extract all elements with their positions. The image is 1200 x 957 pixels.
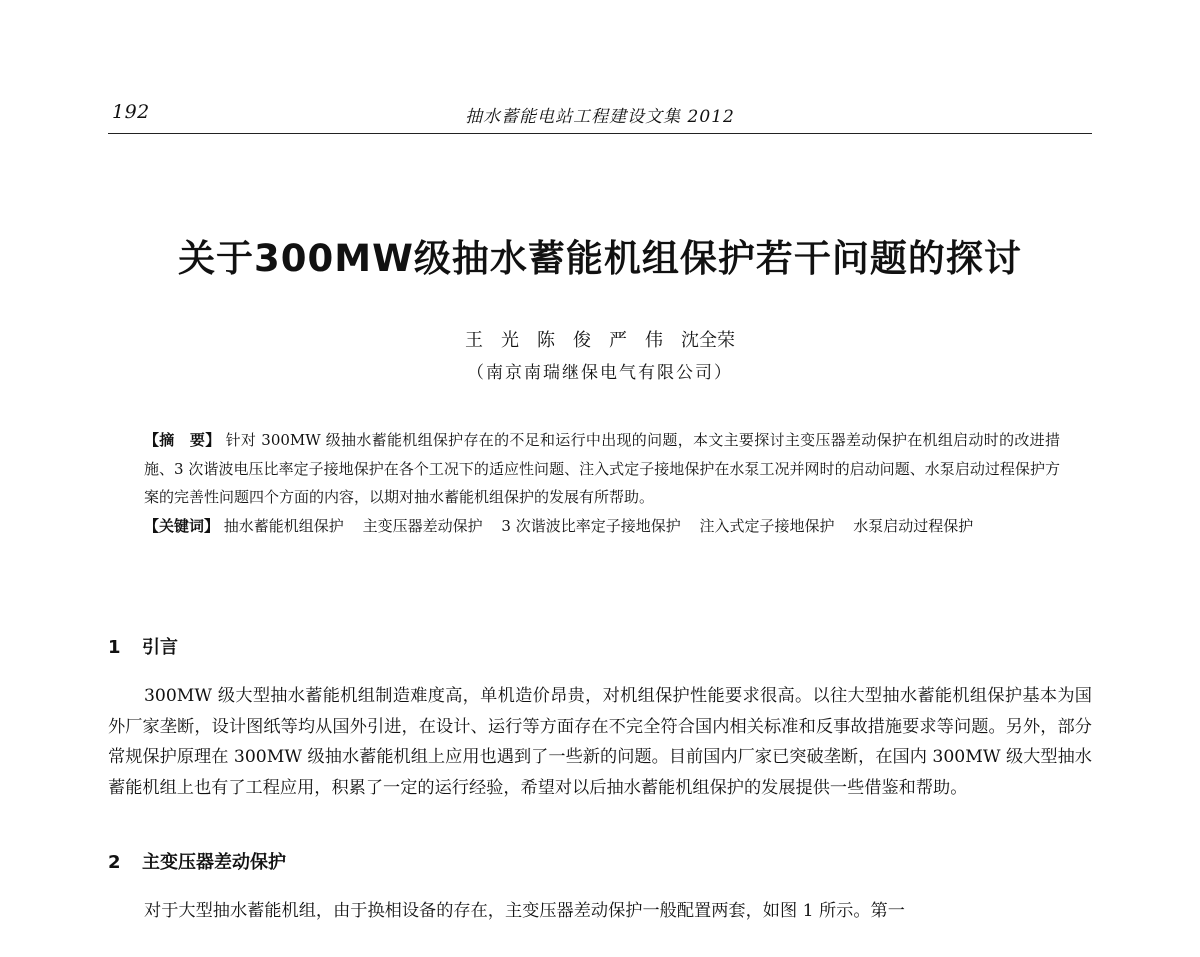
body-paragraph: 对于大型抽水蓄能机组，由于换相设备的存在，主变压器差动保护一般配置两套，如图 1 所示。第一 bbox=[144, 901, 905, 921]
abstract-text: 针对 300MW 级抽水蓄能机组保护存在的不足和运行中出现的问题，本文主要探讨主变压器差动保护在机组启动时的改进措施、3 次谐波电压比率定子接地保护在各个工况下的适应性问题、注入式定子接地保护在水泵工况并网时的启动问题、水泵启动过程保护方案的完善性问题四个方面的内容，以期对抽水蓄能机组保护的发展有所帮助。 bbox=[144, 431, 1060, 506]
keywords-label: 【关键词】 bbox=[144, 516, 220, 535]
section-number: 1 bbox=[108, 637, 121, 658]
running-title: 抽水蓄能电站工程建设文集 2012 bbox=[465, 107, 735, 127]
section-title: 引言 bbox=[142, 637, 178, 658]
section-number: 2 bbox=[108, 852, 121, 873]
header-rule bbox=[108, 133, 1092, 134]
abstract-label: 【摘 要】 bbox=[144, 431, 221, 449]
affiliation: （南京南瑞继保电气有限公司） bbox=[467, 363, 733, 383]
keywords bbox=[144, 512, 1060, 541]
abstract bbox=[144, 426, 1060, 512]
keyword: 主变压器差动保护 bbox=[362, 516, 483, 535]
section-title: 主变压器差动保护 bbox=[142, 852, 286, 873]
section-heading-introduction bbox=[108, 633, 178, 659]
keyword: 3 次谐波比率定子接地保护 bbox=[501, 516, 681, 535]
section-heading-transformer-differential bbox=[108, 848, 286, 874]
paper-title: 关于300MW级抽水蓄能机组保护若干问题的探讨 bbox=[178, 237, 1022, 280]
page-number: 192 bbox=[112, 101, 150, 123]
keyword: 水泵启动过程保护 bbox=[853, 516, 974, 535]
keyword: 抽水蓄能机组保护 bbox=[223, 516, 344, 535]
keyword: 注入式定子接地保护 bbox=[699, 516, 835, 535]
body-paragraph: 300MW 级大型抽水蓄能机组制造难度高，单机造价昂贵，对机组保护性能要求很高。以往大型抽水蓄能机组保护基本为国外厂家垄断，设计图纸等均从国外引进，在设计、运行等方面存在不完全符合国内相关标准和反事故措施要求等问题。另外，部分常规保护原理在 300MW 级抽水蓄能机组上应用也遇到了一些新的问题。目前国内厂家已突破垄断，在国内 300MW 级大型抽水蓄能机组上也有了工程应用，积累了一定的运行经验，希望对以后抽水蓄能机组保护的发展提供一些借鉴和帮助。 bbox=[108, 686, 1092, 798]
abstract-block bbox=[144, 426, 1060, 540]
authors: 王 光 陈 俊 严 伟 沈全荣 bbox=[465, 330, 735, 351]
